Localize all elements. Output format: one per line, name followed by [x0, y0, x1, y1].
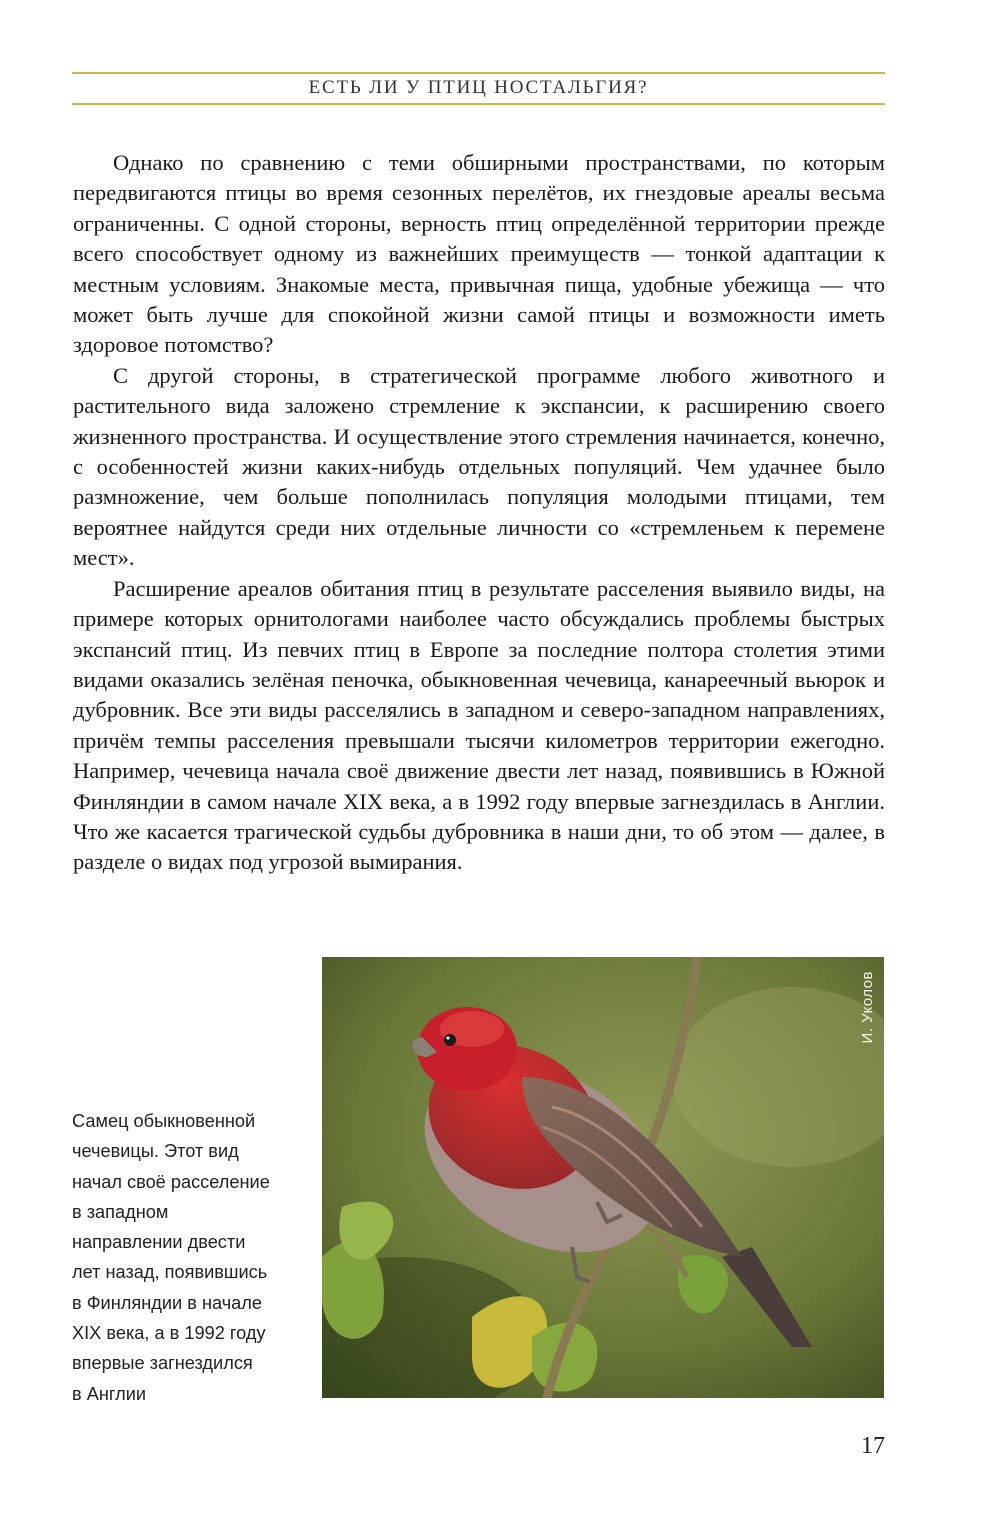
running-head: ЕСТЬ ЛИ У ПТИЦ НОСТАЛЬГИЯ? [308, 77, 649, 98]
photo-caption [72, 1106, 292, 1409]
paragraph-3: Расширение ареалов обитания птиц в результате расселения выявило виды, на примере которых орнитологами наиболее часто обсуждались проблемы быстрых экспансий птиц. Из певчих птиц в Европе за последние полтора столетия этими видами оказались зелёная пеночка, обыкновенная чечевица, канареечный вьюрок и дубровник. Все эти виды расселялись в западном и северо-западном направлениях, причём темпы расселения превышали тысячи километров территории ежегодно. Например, чечевица начала своё движение двести лет назад, появившись в Южной Финляндии в самом начале XIX века, а в 1992 году впервые загнездилась в Англии. Что же касается трагической судьбы дубровника в наши дни, то об этом — далее, в разделе о видах под угрозой вымирания. [73, 575, 885, 875]
header-rule-top [72, 72, 885, 74]
photo-credit: И. Уколов [859, 971, 876, 1044]
page-number: 17 [861, 1433, 885, 1459]
caption-line: чечевицы. Этот вид [72, 1141, 239, 1162]
caption-line: в западном [72, 1201, 169, 1222]
caption-line: начал своё расселение [72, 1171, 270, 1192]
caption-line: впервые загнездился [72, 1353, 253, 1374]
bird-eye [444, 1034, 456, 1046]
header-rule-bottom [72, 103, 885, 105]
caption-line: Самец обыкновенной [72, 1111, 256, 1131]
body-text [73, 148, 885, 878]
caption-line: в Англии [72, 1383, 147, 1404]
paragraph-1: Однако по сравнению с теми обширными пространствами, по которым передвигаются птицы во время сезонных перелётов, их гнездовые ареалы весьма ограниченны. С одной стороны, верность птиц определённой территории прежде всего способствует одному из важнейших преимуществ — тонкой адаптации к местным условиям. Знакомые места, привычная пища, удобные убежища — что может быть лучше для спокойной жизни самой птицы и возможности иметь здоровое потомство? [73, 150, 885, 358]
caption-line: в Финляндии в начале [72, 1292, 263, 1313]
caption-line: лет назад, появившись [72, 1262, 268, 1283]
common-rosefinch-illustration [322, 957, 884, 1398]
caption-line: XIX века, а в 1992 году [72, 1323, 266, 1344]
bird-photo [322, 957, 884, 1398]
paragraph-2: С другой стороны, в стратегической программе любого животного и растительного вида заложено стремление к экспансии, к расширению своего жизненного пространства. И осуществление этого стремления начинается, конечно, с особенностей жизни каких-нибудь отдельных популяций. Чем удачнее было размножение, чем больше пополнилась популяция молодыми птицами, тем вероятнее найдутся среди них отдельные личности со «стремленьем к перемене мест». [73, 362, 885, 571]
caption-line: направлении двести [72, 1232, 246, 1253]
